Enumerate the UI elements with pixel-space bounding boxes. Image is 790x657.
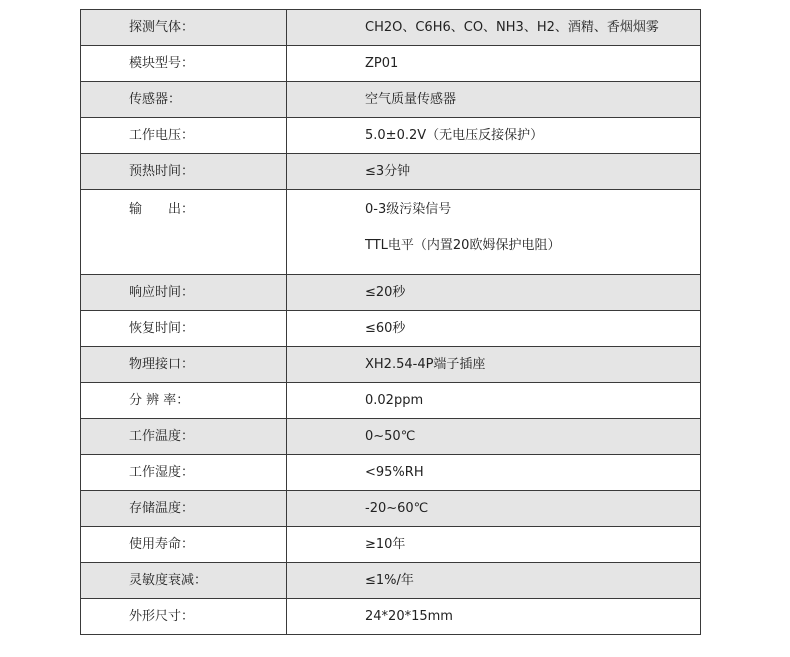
spec-label: 使用寿命：	[81, 527, 287, 563]
table-row	[81, 599, 701, 635]
spec-value: CH2O、C6H6、CO、NH3、H2、酒精、香烟烟雾	[287, 10, 701, 46]
spec-value: 5.0±0.2V（无电压反接保护）	[287, 118, 701, 154]
spec-value: 0.02ppm	[287, 383, 701, 419]
spec-value: 24*20*15mm	[287, 599, 701, 635]
table-row	[81, 154, 701, 190]
table-row	[81, 118, 701, 154]
spec-value-line-1: 0-3级污染信号	[365, 202, 452, 217]
spec-value: ≥10年	[287, 527, 701, 563]
spec-label: 工作温度：	[81, 419, 287, 455]
spec-label: 响应时间：	[81, 275, 287, 311]
table-row	[81, 46, 701, 82]
table-row	[81, 82, 701, 118]
spec-value: -20~60℃	[287, 491, 701, 527]
spec-value: ≤1%/年	[287, 563, 701, 599]
spec-label: 恢复时间：	[81, 311, 287, 347]
spec-value: ≤60秒	[287, 311, 701, 347]
spec-table	[80, 9, 701, 635]
table-row	[81, 563, 701, 599]
table-row	[81, 190, 701, 275]
spec-label: 物理接口：	[81, 347, 287, 383]
spec-value-line-2: TTL电平（内置20欧姆保护电阻）	[365, 238, 561, 253]
spec-label: 模块型号：	[81, 46, 287, 82]
table-row	[81, 383, 701, 419]
spec-value: XH2.54-4P端子插座	[287, 347, 701, 383]
spec-label: 工作电压：	[81, 118, 287, 154]
spec-value	[287, 190, 701, 275]
spec-value: ≤3分钟	[287, 154, 701, 190]
spec-label: 探测气体：	[81, 10, 287, 46]
spec-label: 外形尺寸：	[81, 599, 287, 635]
spec-label: 输 出：	[81, 190, 287, 275]
spec-value: ≤20秒	[287, 275, 701, 311]
spec-value: <95%RH	[287, 455, 701, 491]
spec-label: 分 辨 率：	[81, 383, 287, 419]
table-row	[81, 491, 701, 527]
table-row	[81, 311, 701, 347]
table-row	[81, 527, 701, 563]
spec-label: 传感器：	[81, 82, 287, 118]
spec-value: 0~50℃	[287, 419, 701, 455]
spec-value: ZP01	[287, 46, 701, 82]
table-row	[81, 10, 701, 46]
spec-label: 灵敏度衰减：	[81, 563, 287, 599]
table-row	[81, 347, 701, 383]
spec-label: 预热时间：	[81, 154, 287, 190]
spec-label: 存储温度：	[81, 491, 287, 527]
table-row	[81, 455, 701, 491]
spec-value: 空气质量传感器	[287, 82, 701, 118]
spec-label: 工作湿度：	[81, 455, 287, 491]
table-row	[81, 419, 701, 455]
table-row	[81, 275, 701, 311]
